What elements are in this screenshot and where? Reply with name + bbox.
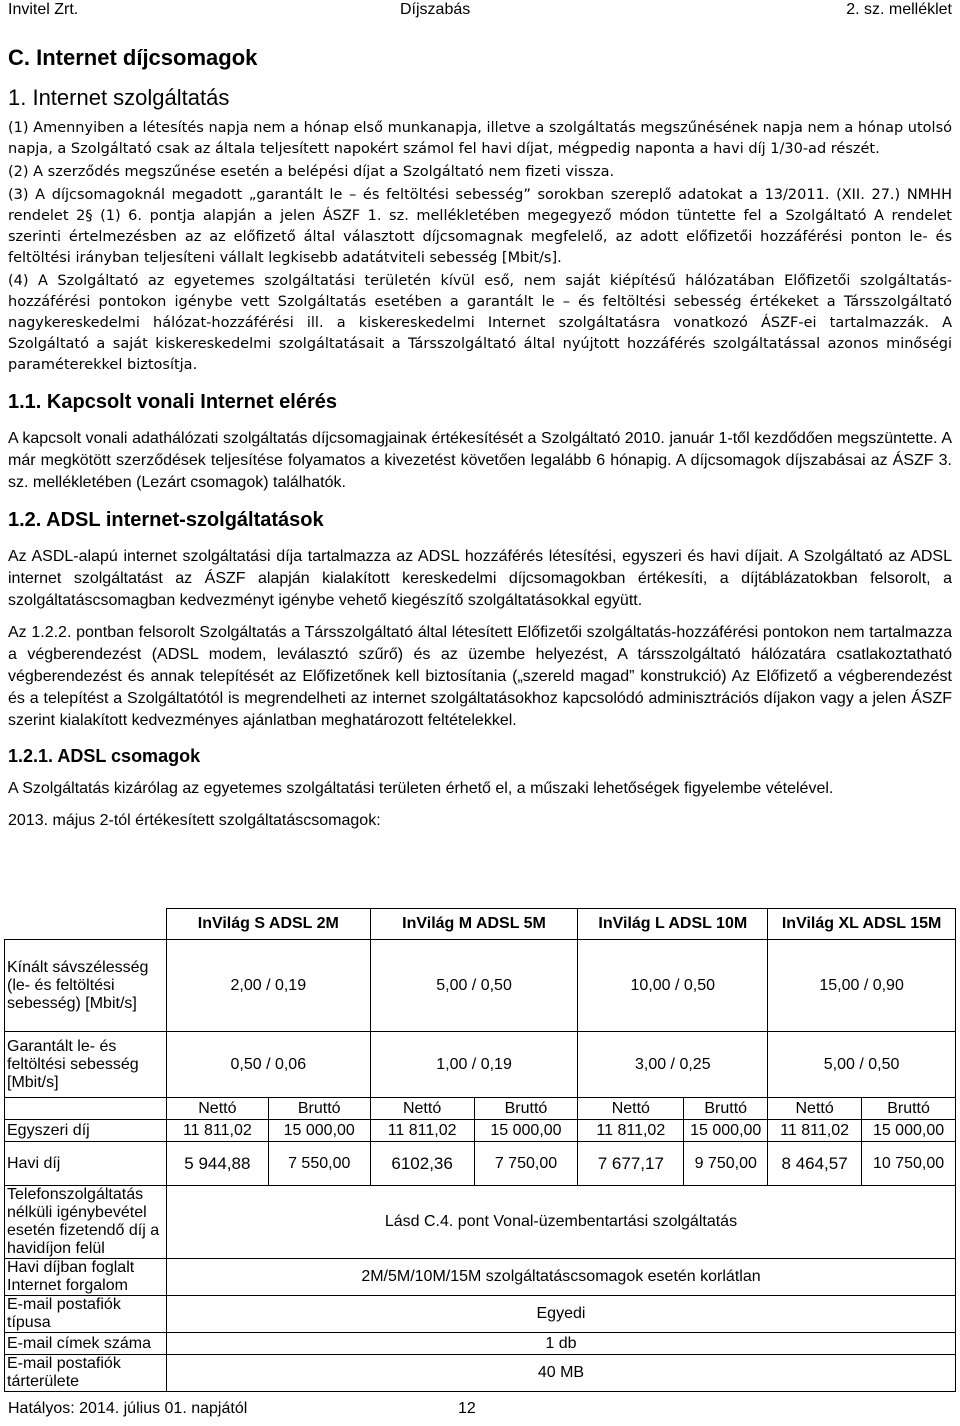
valid-from-caption: 2013. május 2-tól értékesített szolgáltatáscsomagok: — [8, 812, 381, 829]
table-row — [5, 1186, 956, 1259]
one-time-fee-net: 11 811,02 — [166, 1120, 268, 1142]
package-header: InVilág L ADSL 10M — [578, 909, 768, 940]
section-12-title: 1.2. ADSL internet-szolgáltatások — [8, 509, 324, 531]
phone-fee-value: Lásd C.4. pont Vonal-üzembentartási szolgáltatás — [166, 1186, 955, 1259]
table-row — [5, 1355, 956, 1392]
one-time-fee-label: Egyszeri díj — [5, 1120, 167, 1142]
email-count-value: 1 db — [166, 1333, 955, 1355]
section-12-paragraph-2: Az 1.2.2. pontban felsorolt Szolgáltatás a Társszolgáltató által létesített Előfizetői szolgáltatás-hozzáférési pontokon nem tartalmazza a végberendezést (ADSL modem, leválasztó szűrő) és az üzembe helyezést, A társszolgáltató hálózatára csatlakoztatható végberendezést és annak telepítését az Előfizetőnek kell biztosítania („szereld magad” konstrukció) Az Előfizető a végberendezést és a telepítést a Szolgáltatótól is megrendelheti az internet szolgáltatásokhoz kapcsolódó adminisztrációs díjakon vagy a jelen ÁSZF szerint kialakított kedvezményes ajánlatban meghatározott feltételekkel. — [8, 624, 952, 729]
intro-paragraph-2: (2) A szerződés megszűnése esetén a belépési díjat a Szolgáltató nem fizeti vissza. — [8, 164, 615, 180]
section-121-text: A Szolgáltatás kizárólag az egyetemes szolgáltatási területen érhető el, a műszaki lehetőségek figyelembe vételével. — [8, 780, 834, 797]
one-time-fee-gross: 15 000,00 — [474, 1120, 578, 1142]
intro-paragraph-3: (3) A díjcsomagoknál megadott „garantált le – és feltöltési sebesség” sorokban szereplő adatokat a 13/2011. (XII. 27.) NMHH rendelet 2§ (1) 6. pontja alapján a jelen ÁSZF 1. sz. mellékletében megegyező módon tüntette fel a Szolgáltató A rendelet szerinti értelmezésben az az előfizető által választott díjcsomagnak megfelelő, az adott előfizetői hozzáférési ponton le- és feltöltési irányban teljesíteni vállalt legkisebb adatátviteli sebesség [Mbit/s]. — [8, 187, 952, 266]
monthly-fee-net: 7 677,17 — [578, 1142, 684, 1186]
monthly-fee-net: 5 944,88 — [166, 1142, 268, 1186]
header-appendix: 2. sz. melléklet — [846, 1, 952, 18]
guaranteed-speed-value: 5,00 / 0,50 — [768, 1032, 956, 1098]
header-company: Invitel Zrt. — [8, 1, 79, 18]
page-footer — [8, 1400, 952, 1422]
empty-cell — [5, 1098, 167, 1120]
table-row — [5, 1296, 956, 1333]
section-11-text: A kapcsolt vonali adathálózati szolgáltatás díjcsomagjainak értékesítését a Szolgáltató 2010. január 1-től kezdődően megszüntette. A már megkötött szerződések teljesítése folyamatos a kivezetést követően legalább 6 hónapig. A díjcsomagok díjszabásai az ÁSZF 3. sz. mellékletében (Lezárt csomagok) találhatók. — [8, 430, 952, 491]
monthly-fee-gross: 9 750,00 — [684, 1142, 768, 1186]
table-row — [5, 1142, 956, 1186]
monthly-fee-net: 8 464,57 — [768, 1142, 862, 1186]
guaranteed-speed-value: 1,00 / 0,19 — [370, 1032, 578, 1098]
monthly-fee-net: 6102,36 — [370, 1142, 474, 1186]
net-header: Nettó — [370, 1098, 474, 1120]
monthly-fee-gross: 7 750,00 — [474, 1142, 578, 1186]
guaranteed-speed-value: 3,00 / 0,25 — [578, 1032, 768, 1098]
one-time-fee-net: 11 811,02 — [768, 1120, 862, 1142]
section-1-title: 1. Internet szolgáltatás — [8, 85, 230, 110]
package-header: InVilág M ADSL 5M — [370, 909, 578, 940]
intro-paragraph-1: (1) Amennyiben a létesítés napja nem a hónap első munkanapja, illetve a szolgáltatás megszűnésének napja nem a hónap utolsó napja, a Szolgáltató csak az általa teljesített napokért számol fel havi díjat, mégpedig naponta a havi díj 1/30-ad részét. — [8, 120, 952, 157]
header-doc-title: Díjszabás — [400, 1, 471, 18]
offered-speed-value: 10,00 / 0,50 — [578, 940, 768, 1032]
page-content — [8, 42, 952, 832]
adsl-tariff-table — [4, 908, 956, 1392]
gross-header: Bruttó — [862, 1098, 956, 1120]
package-header: InVilág S ADSL 2M — [166, 909, 370, 940]
footer-effective-date: Hatályos: 2014. július 01. napjától — [8, 1400, 248, 1417]
monthly-fee-gross: 7 550,00 — [268, 1142, 370, 1186]
table-corner-cell — [5, 909, 167, 940]
package-header: InVilág XL ADSL 15M — [768, 909, 956, 940]
one-time-fee-net: 11 811,02 — [578, 1120, 684, 1142]
mailbox-size-label: E-mail postafiók tárterülete — [5, 1355, 167, 1392]
mailbox-size-value: 40 MB — [166, 1355, 955, 1392]
table-row — [5, 1032, 956, 1098]
footer-page-number: 12 — [458, 1400, 476, 1417]
table-header-row — [5, 909, 956, 940]
table-row — [5, 1120, 956, 1142]
offered-speed-value: 2,00 / 0,19 — [166, 940, 370, 1032]
section-11-title: 1.1. Kapcsolt vonali Internet elérés — [8, 391, 338, 413]
traffic-label: Havi díjban foglalt Internet forgalom — [5, 1259, 167, 1296]
table-row — [5, 940, 956, 1032]
offered-speed-value: 5,00 / 0,50 — [370, 940, 578, 1032]
section-121-title: 1.2.1. ADSL csomagok — [8, 746, 201, 766]
monthly-fee-gross: 10 750,00 — [862, 1142, 956, 1186]
one-time-fee-gross: 15 000,00 — [862, 1120, 956, 1142]
table-row — [5, 1333, 956, 1355]
guaranteed-speed-value: 0,50 / 0,06 — [166, 1032, 370, 1098]
guaranteed-speed-label: Garantált le- és feltöltési sebesség [Mbit/s] — [5, 1032, 167, 1098]
mailbox-type-value: Egyedi — [166, 1296, 955, 1333]
email-count-label: E-mail címek száma — [5, 1333, 167, 1355]
mailbox-type-label: E-mail postafiók típusa — [5, 1296, 167, 1333]
net-header: Nettó — [166, 1098, 268, 1120]
gross-header: Bruttó — [268, 1098, 370, 1120]
table-row — [5, 1259, 956, 1296]
offered-speed-value: 15,00 / 0,90 — [768, 940, 956, 1032]
offered-speed-label: Kínált sávszélesség (le- és feltöltési sebesség) [Mbit/s] — [5, 940, 167, 1032]
section-c-title: C. Internet díjcsomagok — [8, 45, 258, 70]
page-header — [0, 0, 960, 24]
section-12-paragraph-1: Az ASDL-alapú internet szolgáltatási díja tartalmazza az ADSL hozzáférés létesítési, egyszeri és havi díjait. A Szolgáltató az ADSL internet szolgáltatást az ÁSZF alapján kialakított kereskedelmi díjcsomagokban értékesíti, a díjtáblázatokban felsorolt, a szolgáltatáscsomagban kedvezményt igénybe vehető kiegészítő szolgáltatásokkal együtt. — [8, 548, 952, 609]
intro-paragraph-4: (4) A Szolgáltató az egyetemes szolgáltatási területén kívül eső, nem saját kiépítésű hálózatában Előfizetői szolgáltatás-hozzáférési pontokon igénybe vett Szolgáltatás esetében a garantált le – és feltöltési sebesség értékeket a Társszolgáltató nagykereskedelmi hálózat-hozzáférési ill. a kiskereskedelmi Internet szolgáltatásra vonatkozó ÁSZF-ei tartalmazzák. A Szolgáltató a saját kiskereskedelmi szolgáltatásait a Társszolgáltató által nyújtott hozzáférés szolgáltatással azonos minőségi paraméterekkel biztosítja. — [8, 273, 952, 373]
gross-header: Bruttó — [474, 1098, 578, 1120]
one-time-fee-net: 11 811,02 — [370, 1120, 474, 1142]
gross-header: Bruttó — [684, 1098, 768, 1120]
one-time-fee-gross: 15 000,00 — [268, 1120, 370, 1142]
traffic-value: 2M/5M/10M/15M szolgáltatáscsomagok esetén korlátlan — [166, 1259, 955, 1296]
one-time-fee-gross: 15 000,00 — [684, 1120, 768, 1142]
phone-fee-label: Telefonszolgáltatás nélküli igénybevétel esetén fizetendő díj a havidíjon felül — [5, 1186, 167, 1259]
table-row — [5, 1098, 956, 1120]
monthly-fee-label: Havi díj — [5, 1142, 167, 1186]
net-header: Nettó — [768, 1098, 862, 1120]
net-header: Nettó — [578, 1098, 684, 1120]
